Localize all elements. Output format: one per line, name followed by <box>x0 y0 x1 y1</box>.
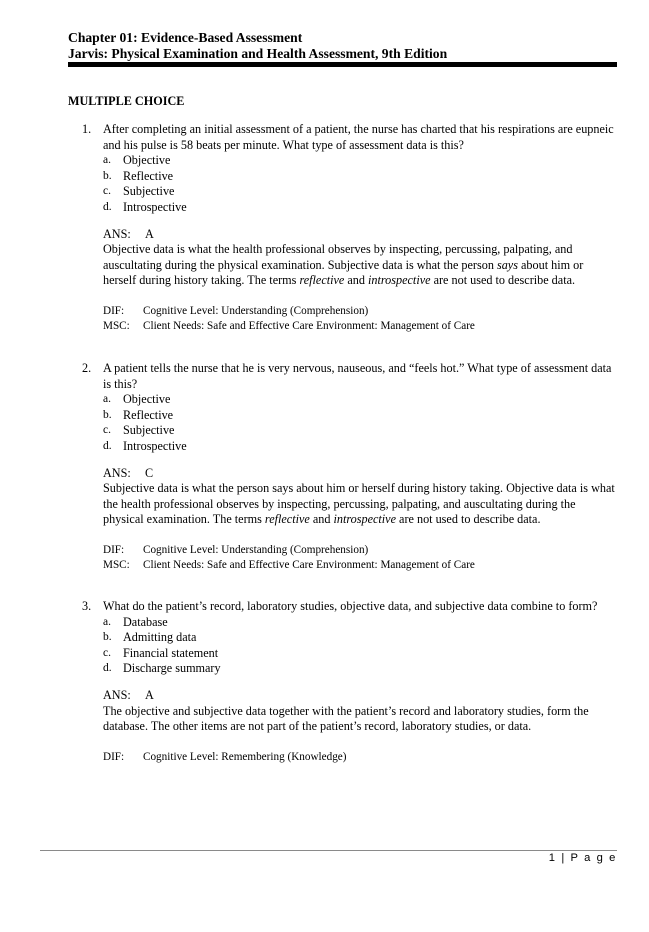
rationale-text: about him or herself during history taking. The terms <box>103 257 584 288</box>
rationale-emphasis: reflective <box>299 273 345 288</box>
option-text: Reflective <box>123 407 174 422</box>
rationale-text: are not used to describe data. <box>396 512 541 527</box>
question-meta <box>103 543 617 572</box>
option-c <box>103 184 617 200</box>
option-text: Subjective <box>123 184 175 199</box>
option-letter: b. <box>103 408 112 421</box>
option-letter: a. <box>103 154 111 167</box>
msc-row <box>103 558 617 573</box>
option-text: Reflective <box>123 168 174 183</box>
option-letter: c. <box>103 185 111 198</box>
options-list <box>103 392 617 454</box>
question-number: 3. <box>82 599 92 613</box>
msc-value: Client Needs: Safe and Effective Care Environment: Management of Care <box>143 558 475 571</box>
rationale-emphasis: introspective <box>333 512 396 527</box>
dif-value: Cognitive Level: Remembering (Knowledge) <box>143 750 347 763</box>
option-c <box>103 423 617 439</box>
option-letter: c. <box>103 424 111 437</box>
rationale-emphasis: introspective <box>368 273 431 288</box>
option-text: Database <box>123 614 168 629</box>
rationale-emphasis: says <box>496 257 518 272</box>
rationale <box>103 704 617 735</box>
option-text: Admitting data <box>123 630 197 645</box>
section-title: MULTIPLE CHOICE <box>68 94 185 108</box>
rationale-text: The objective and subjective data together with the patient’s record and laboratory studies, form the database. The other items are not part of the patient’s record, laboratory studies, or data. <box>103 703 589 734</box>
page-number: 1 | P a g e <box>548 852 617 864</box>
rationale <box>103 481 617 528</box>
dif-row <box>103 543 617 558</box>
answer-value: C <box>145 465 154 480</box>
book-title: Jarvis: Physical Examination and Health Assessment, 9th Edition <box>68 46 448 61</box>
answer-block <box>103 466 617 528</box>
question-meta <box>103 750 617 765</box>
question-number: 2. <box>82 361 92 375</box>
option-text: Objective <box>123 392 171 407</box>
options-list <box>103 615 617 677</box>
option-a <box>103 615 617 631</box>
option-b <box>103 630 617 646</box>
option-text: Financial statement <box>123 645 219 660</box>
answer-label: ANS: <box>103 687 131 702</box>
question-text: What do the patient’s record, laboratory studies, objective data, and subjective data combine to form? <box>103 599 598 613</box>
answer-block <box>103 227 617 289</box>
option-d <box>103 661 617 677</box>
option-letter: d. <box>103 439 112 452</box>
dif-label: DIF: <box>103 304 125 317</box>
msc-row <box>103 319 617 334</box>
answer-line <box>103 466 617 482</box>
option-a <box>103 153 617 169</box>
dif-label: DIF: <box>103 543 125 556</box>
option-d <box>103 439 617 455</box>
rationale-text: and <box>309 512 334 527</box>
answer-line <box>103 227 617 243</box>
question-3 <box>82 599 617 764</box>
msc-label: MSC: <box>103 319 130 332</box>
rationale-text: are not used to describe data. <box>430 273 576 288</box>
option-text: Introspective <box>123 199 187 214</box>
question-text: A patient tells the nurse that he is very nervous, nauseous, and “feels hot.” What type of assessment data is this? <box>103 361 612 391</box>
option-b <box>103 169 617 185</box>
msc-label: MSC: <box>103 558 130 571</box>
rationale-text: and <box>344 273 369 288</box>
option-letter: c. <box>103 646 111 659</box>
dif-value: Cognitive Level: Understanding (Comprehension) <box>143 543 369 556</box>
option-letter: a. <box>103 393 111 406</box>
option-letter: d. <box>103 662 112 675</box>
option-a <box>103 392 617 408</box>
question-meta <box>103 304 617 333</box>
option-text: Subjective <box>123 423 175 438</box>
question-text: After completing an initial assessment of a patient, the nurse has charted that his respirations are eupneic and his pulse is 58 beats per minute. What type of assessment data is this? <box>103 122 614 152</box>
question-1 <box>82 122 617 333</box>
option-d <box>103 200 617 216</box>
option-letter: b. <box>103 169 112 182</box>
footer-rule <box>40 850 617 851</box>
options-list <box>103 153 617 215</box>
dif-value: Cognitive Level: Understanding (Comprehension) <box>143 304 369 317</box>
dif-row <box>103 304 617 319</box>
answer-label: ANS: <box>103 226 131 241</box>
msc-value: Client Needs: Safe and Effective Care Environment: Management of Care <box>143 319 475 332</box>
option-c <box>103 646 617 662</box>
dif-row <box>103 750 617 765</box>
question-2 <box>82 361 617 572</box>
answer-value: A <box>145 687 154 702</box>
rationale-text: Subjective data is what the person says about him or herself during history taking. Objective data is what the health professional observes by inspecting, percussing, palpating, and auscultating during the physical examination. The terms <box>103 481 615 527</box>
answer-label: ANS: <box>103 465 131 480</box>
option-text: Introspective <box>123 438 187 453</box>
option-letter: a. <box>103 615 111 628</box>
rationale-emphasis: reflective <box>264 512 310 527</box>
rationale-text: Objective data is what the health professional observes by inspecting, percussing, palpating, and auscultating during the physical examination. Subjective data is what the person <box>103 242 573 272</box>
header-rule <box>68 62 617 67</box>
question-number: 1. <box>82 122 92 136</box>
answer-block <box>103 688 617 735</box>
option-b <box>103 408 617 424</box>
option-text: Objective <box>123 153 171 168</box>
answer-line <box>103 688 617 704</box>
option-letter: d. <box>103 200 112 213</box>
dif-label: DIF: <box>103 750 125 763</box>
chapter-title: Chapter 01: Evidence-Based Assessment <box>68 30 303 45</box>
rationale <box>103 242 617 289</box>
answer-value: A <box>145 226 154 241</box>
document-header <box>68 30 617 62</box>
option-letter: b. <box>103 631 112 644</box>
option-text: Discharge summary <box>123 661 221 676</box>
